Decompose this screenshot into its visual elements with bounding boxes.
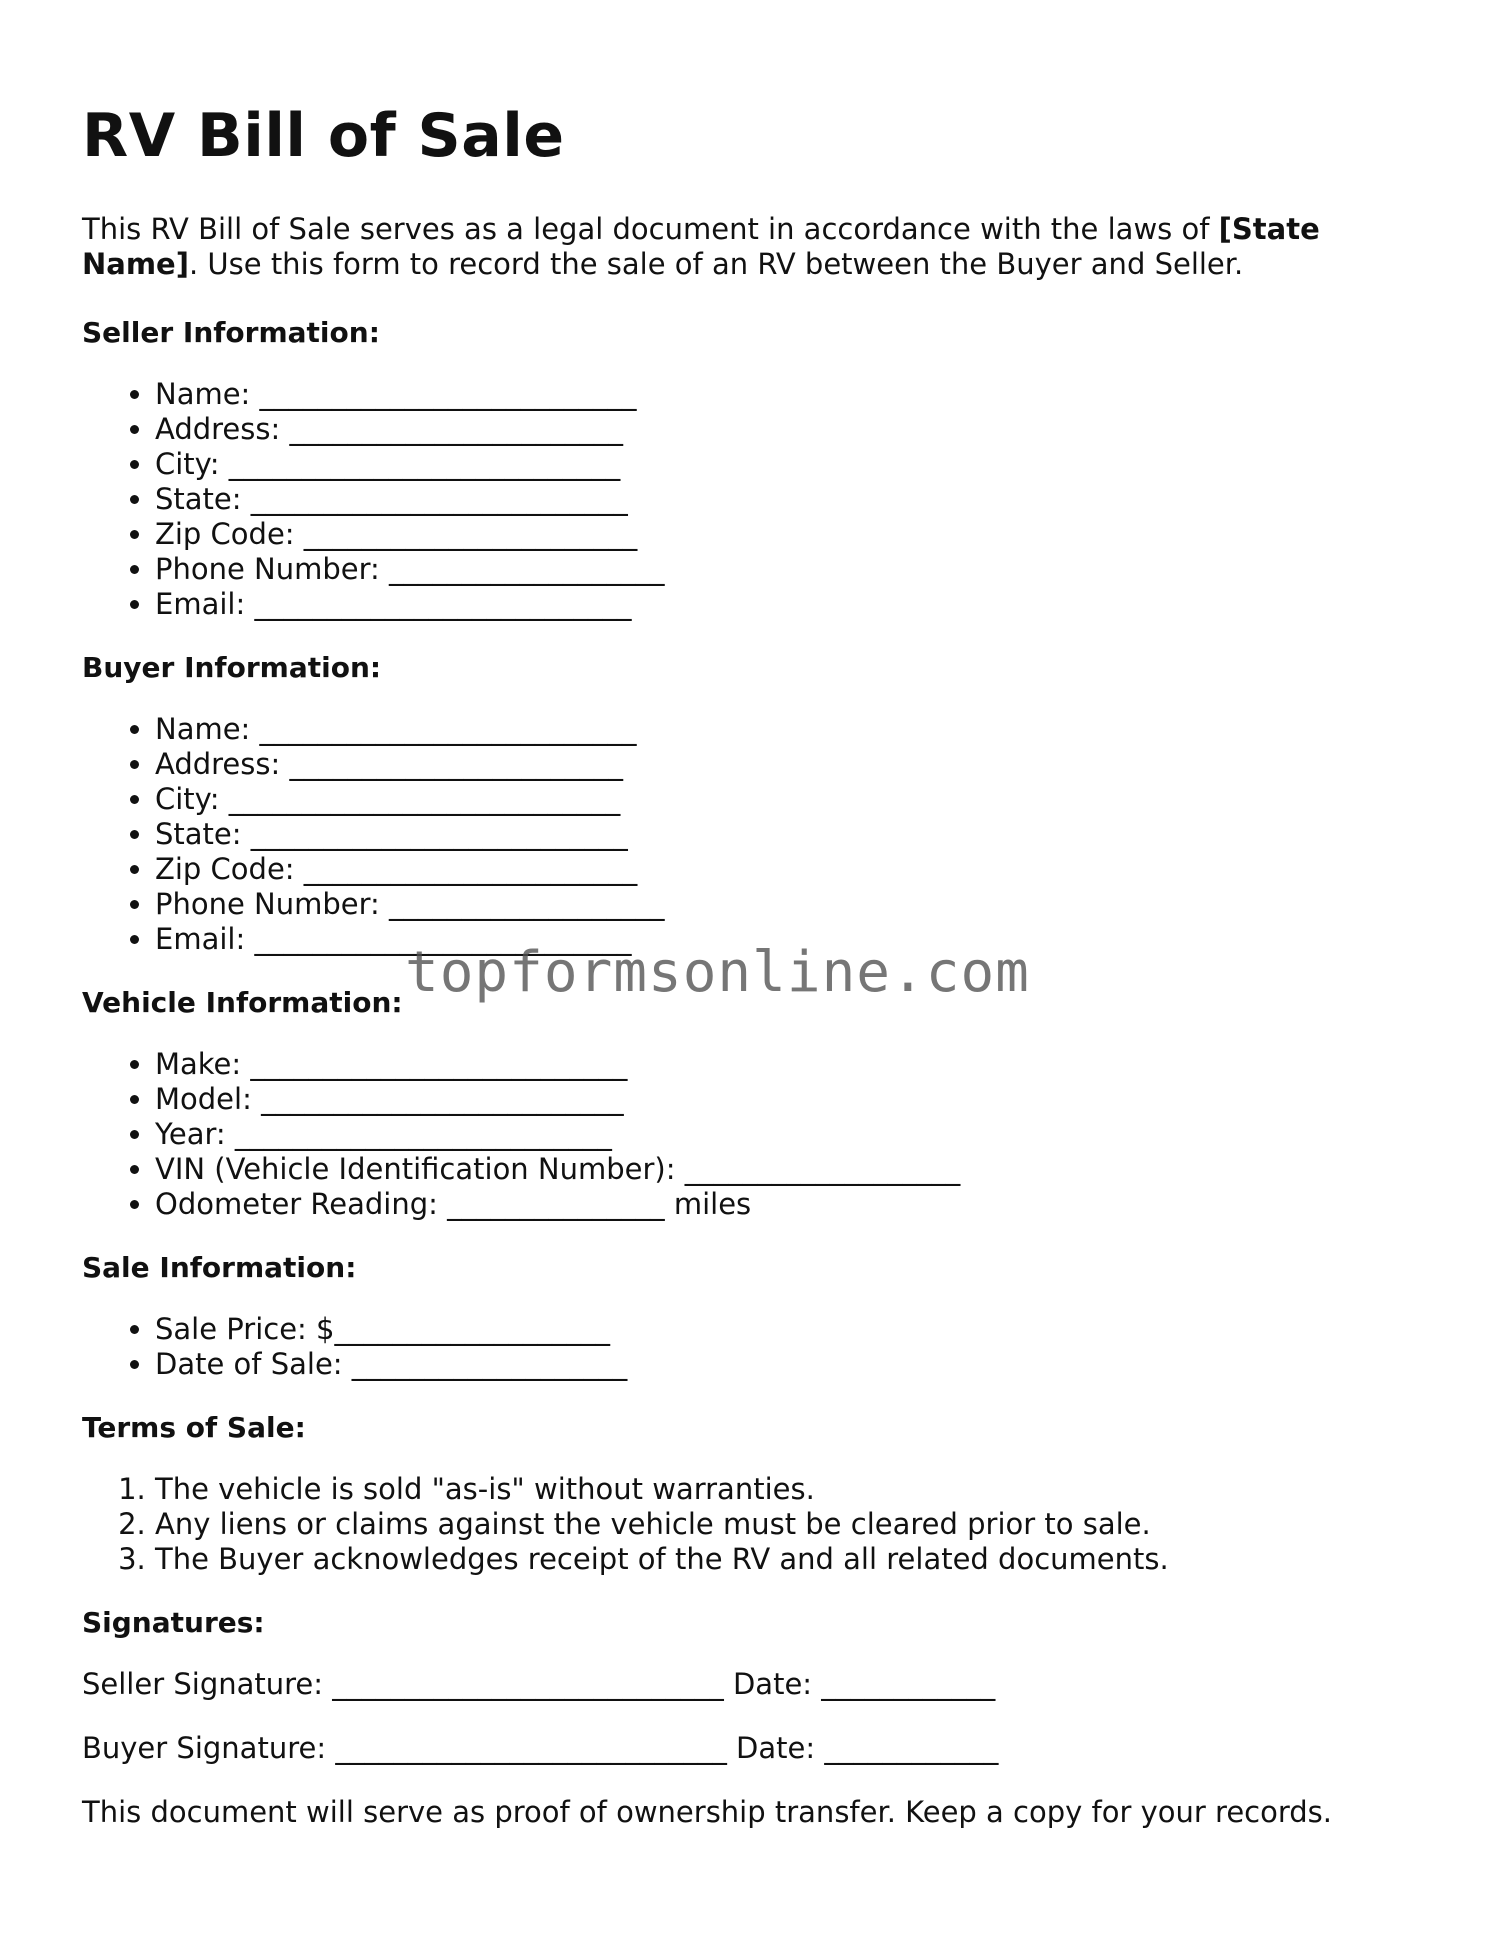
field-label: Name:: [155, 377, 251, 411]
sale-heading: Sale Information:: [82, 1251, 357, 1284]
footer-note: This document will serve as proof of ownership transfer. Keep a copy for your records.: [82, 1795, 1333, 1829]
signatures-heading: Signatures:: [82, 1606, 265, 1639]
field-label: Address:: [155, 412, 281, 446]
list-item: [155, 517, 1422, 552]
seller-signature-label: Seller Signature:: [82, 1667, 324, 1701]
list-item: [155, 482, 1422, 517]
sale-list: [82, 1312, 1422, 1382]
intro-state-placeholder: [State Name]: [82, 212, 1320, 281]
field-blank[interactable]: __________________________: [250, 482, 628, 516]
field-blank[interactable]: __________________________: [259, 377, 637, 411]
vehicle-list: [82, 1047, 1422, 1222]
seller-heading: Seller Information:: [82, 316, 380, 349]
field-label: Phone Number:: [155, 552, 380, 586]
field-label: Email:: [155, 922, 246, 956]
field-label: Zip Code:: [155, 852, 295, 886]
seller-list: [82, 377, 1422, 622]
list-item: [155, 712, 1422, 747]
buyer-signature-line: [82, 1731, 1422, 1766]
field-blank[interactable]: _______________________: [289, 412, 623, 446]
field-label: Make:: [155, 1047, 242, 1081]
field-blank[interactable]: _______________________: [289, 747, 623, 781]
seller-signature-blank[interactable]: ___________________________: [332, 1667, 724, 1701]
odometer-unit: miles: [673, 1187, 752, 1221]
field-label: Address:: [155, 747, 281, 781]
list-item: [155, 1047, 1422, 1082]
page-title: RV Bill of Sale: [82, 101, 565, 171]
list-item: [155, 1187, 1422, 1222]
field-blank[interactable]: __________________________: [254, 922, 632, 956]
terms-list: [82, 1472, 1422, 1577]
field-label: City:: [155, 782, 220, 816]
field-blank[interactable]: ___________________________: [228, 447, 621, 481]
intro-text-before: This RV Bill of Sale serves as a legal document in accordance with the laws of: [82, 212, 1219, 246]
field-label: Name:: [155, 712, 251, 746]
list-item: 3. The Buyer acknowledges receipt of the RV and all related documents.: [155, 1542, 1422, 1577]
buyer-list: [82, 712, 1422, 957]
buyer-date-blank[interactable]: ____________: [824, 1731, 999, 1765]
field-label: Model:: [155, 1082, 252, 1116]
list-item: [155, 447, 1422, 482]
field-label: State:: [155, 817, 242, 851]
field-blank[interactable]: ___________________________: [228, 782, 621, 816]
buyer-heading: Buyer Information:: [82, 651, 382, 684]
list-item: [155, 747, 1422, 782]
seller-date-label: Date:: [732, 1667, 813, 1701]
buyer-signature-label: Buyer Signature:: [82, 1731, 327, 1765]
watermark-text: topformsonline.com: [405, 940, 1030, 1005]
list-item: 2. Any liens or claims against the vehicle must be cleared prior to sale.: [155, 1507, 1422, 1542]
field-label: City:: [155, 447, 220, 481]
seller-signature-line: [82, 1667, 1422, 1702]
field-blank[interactable]: _______________________: [303, 852, 638, 886]
buyer-date-label: Date:: [736, 1731, 816, 1765]
list-item: [155, 587, 1422, 622]
vehicle-heading: Vehicle Information:: [82, 986, 403, 1019]
field-blank[interactable]: ___________________: [389, 887, 665, 921]
field-blank[interactable]: __________________________: [259, 712, 637, 746]
list-item: [155, 887, 1422, 922]
field-blank[interactable]: __________________________: [234, 1117, 612, 1151]
list-item: [155, 817, 1422, 852]
list-item: [155, 782, 1422, 817]
intro-paragraph: [82, 212, 1422, 282]
list-item: 1. The vehicle is sold "as-is" without warranties.: [155, 1472, 1422, 1507]
list-item: [155, 377, 1422, 412]
intro-text-after: . Use this form to record the sale of an RV between the Buyer and Seller.: [188, 247, 1244, 281]
list-item: [155, 412, 1422, 447]
list-item: [155, 1082, 1422, 1117]
field-label: State:: [155, 482, 242, 516]
field-blank[interactable]: __________________________: [250, 1047, 628, 1081]
field-blank[interactable]: ___________________: [351, 1347, 628, 1381]
buyer-signature-blank[interactable]: ___________________________: [335, 1731, 727, 1765]
list-item: [155, 852, 1422, 887]
list-item: [155, 1152, 1422, 1187]
field-label: Sale Price: $: [155, 1312, 335, 1346]
field-label: Odometer Reading:: [155, 1187, 438, 1221]
field-label: Phone Number:: [155, 887, 380, 921]
field-blank[interactable]: __________________________: [254, 587, 632, 621]
list-item: [155, 1117, 1422, 1152]
field-label: VIN (Vehicle Identification Number):: [155, 1152, 676, 1186]
field-label: Year:: [155, 1117, 226, 1151]
list-item: [155, 552, 1422, 587]
field-blank[interactable]: _________________________: [261, 1082, 624, 1116]
field-blank[interactable]: __________________________: [250, 817, 628, 851]
field-blank[interactable]: _______________________: [303, 517, 638, 551]
list-item: [155, 1312, 1422, 1347]
terms-heading: Terms of Sale:: [82, 1411, 306, 1444]
field-blank[interactable]: ___________________: [389, 552, 665, 586]
field-label: Email:: [155, 587, 246, 621]
field-blank[interactable]: ___________________: [334, 1312, 610, 1346]
seller-date-blank[interactable]: ____________: [821, 1667, 996, 1701]
field-blank[interactable]: ___________________: [684, 1152, 961, 1186]
field-label: Date of Sale:: [155, 1347, 343, 1381]
field-label: Zip Code:: [155, 517, 295, 551]
list-item: [155, 1347, 1422, 1382]
field-blank[interactable]: _______________: [447, 1187, 665, 1221]
